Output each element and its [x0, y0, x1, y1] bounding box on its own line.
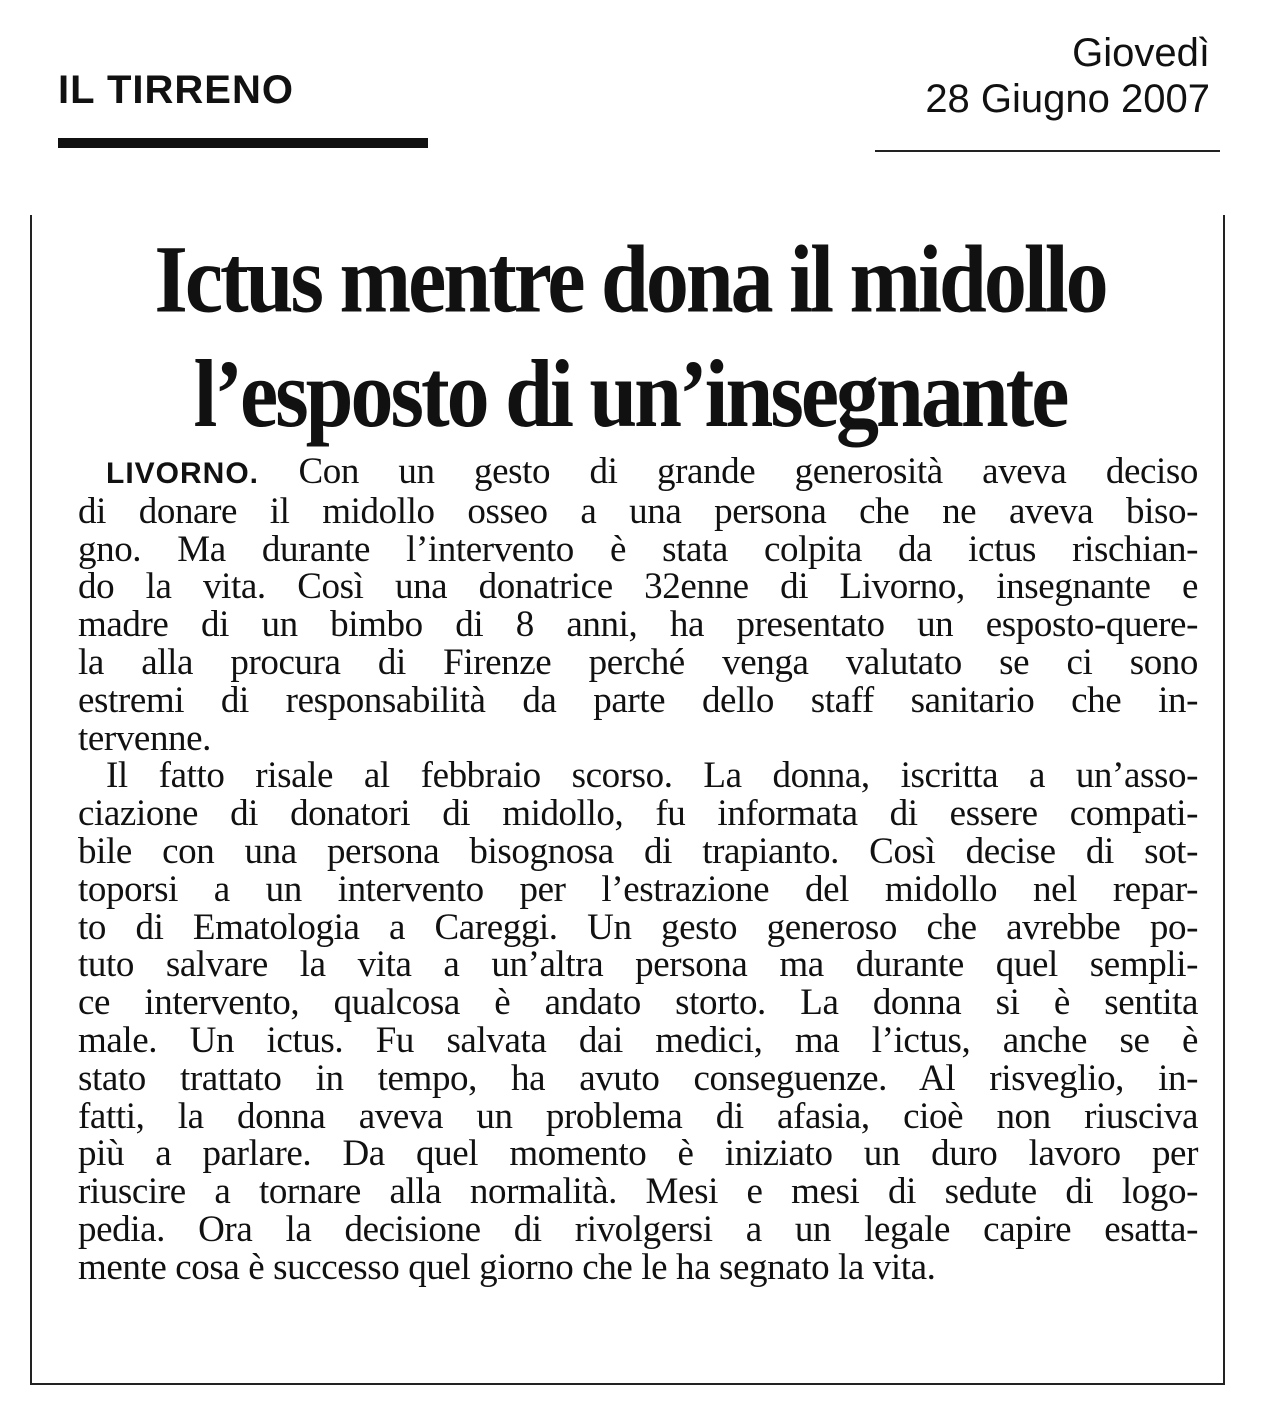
article-line: do la vita. Così una donatrice 32enne di Livorno, insegnante e [78, 566, 1198, 608]
article-line-text: Con un gesto di grande generosità aveva deciso [259, 451, 1198, 492]
article-line: più a parlare. Da quel momento è iniziato un duro lavoro per [78, 1133, 1198, 1175]
date-underline [875, 150, 1220, 152]
article-body [78, 453, 1198, 1287]
article-line [78, 453, 1198, 493]
article-line: toporsi a un intervento per l’estrazione del midollo nel repar- [78, 868, 1198, 910]
newspaper-masthead: IL TIRRENO [58, 68, 294, 112]
article-line: riuscire a tornare alla normalità. Mesi e mesi di sedute di logo- [78, 1171, 1198, 1213]
article-headline [40, 222, 1220, 450]
article-line: ce intervento, qualcosa è andato storto. La donna si è sentita [78, 982, 1198, 1024]
article-line: fatti, la donna aveva un problema di afasia, cioè non riusciva [78, 1095, 1198, 1137]
publication-date-block [925, 30, 1210, 122]
article-line: Il fatto risale al febbraio scorso. La donna, iscritta a un’asso- [106, 755, 1198, 797]
article-line: bile con una persona bisognosa di trapianto. Così decise di sot- [78, 830, 1198, 872]
article-line: gno. Ma durante l’intervento è stata colpita da ictus rischian- [78, 528, 1198, 570]
article-line: estremi di responsabilità da parte dello staff sanitario che in- [78, 679, 1198, 721]
article-line: pedia. Ora la decisione di rivolgersi a un legale capire esatta- [78, 1208, 1198, 1250]
article-line: mente cosa è successo quel giorno che le ha segnato la vita. [78, 1246, 936, 1288]
article-line: tervenne. [78, 717, 212, 759]
article-paragraph-1 [78, 453, 1198, 757]
article-line: stato trattato in tempo, ha avuto conseguenze. Al risveglio, in- [78, 1057, 1198, 1099]
article-dateline: LIVORNO. [106, 457, 260, 490]
article-line: di donare il midollo osseo a una persona che ne aveva biso- [78, 490, 1198, 532]
publication-weekday: Giovedì [1072, 31, 1210, 75]
article-line: male. Un ictus. Fu salvata dai medici, ma l’ictus, anche se è [78, 1019, 1198, 1061]
masthead-underline [58, 138, 428, 148]
article-line: to di Ematologia a Careggi. Un gesto generoso che avrebbe po- [78, 906, 1198, 948]
publication-date: 28 Giugno 2007 [925, 77, 1210, 121]
article-line: tuto salvare la vita a un’altra persona ma durante quel sempli- [78, 944, 1198, 986]
article-line: la alla procura di Firenze perché venga valutato se ci sono [78, 641, 1198, 683]
headline-line-2: l’esposto di un’insegnante [193, 339, 1067, 448]
article-line: madre di un bimbo di 8 anni, ha presentato un esposto-quere- [78, 604, 1198, 646]
article-line: ciazione di donatori di midollo, fu informata di essere compati- [78, 793, 1198, 835]
headline-line-1: Ictus mentre dona il midollo [154, 225, 1106, 333]
article-paragraph-2 [78, 757, 1198, 1286]
